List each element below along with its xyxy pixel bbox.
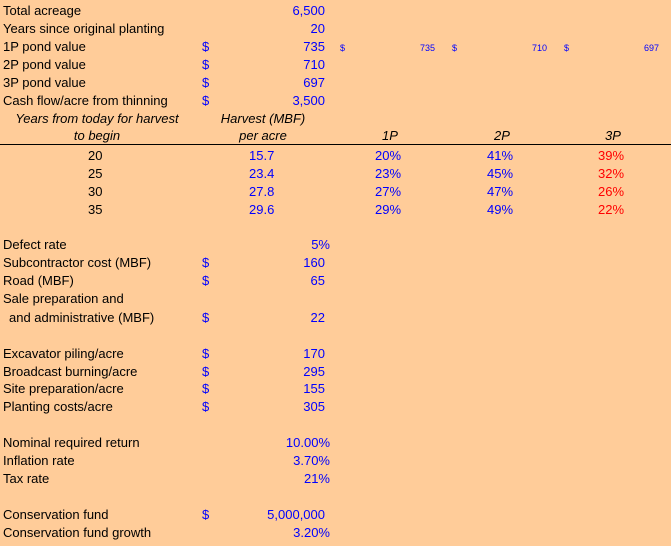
- cell-excavator-piling[interactable]: 170: [303, 346, 325, 361]
- cell-small-1p[interactable]: 735: [420, 43, 436, 53]
- cell-years-since-planting[interactable]: 20: [310, 21, 325, 36]
- cell-1p[interactable]: 29%: [375, 202, 402, 217]
- dollar-sign: $: [202, 399, 210, 414]
- cell-nominal-return[interactable]: 10.00%: [285, 435, 330, 450]
- cell-sale-preparation[interactable]: 22: [310, 310, 325, 325]
- dollar-sign: $: [202, 346, 210, 361]
- label-planting-costs: Planting costs/acre: [3, 399, 113, 414]
- label-site-preparation: Site preparation/acre: [3, 381, 124, 396]
- dollar-sign: $: [202, 381, 210, 396]
- cell-2p-pond-value[interactable]: 710: [303, 57, 325, 72]
- cell-site-preparation[interactable]: 155: [303, 381, 325, 396]
- cell-harvest[interactable]: 23.4: [249, 166, 275, 181]
- cell-2p[interactable]: 45%: [487, 166, 514, 181]
- dollar-sign: $: [202, 75, 210, 90]
- cell-road[interactable]: 65: [310, 273, 325, 288]
- cell-year[interactable]: 30: [88, 184, 103, 199]
- label-inflation-rate: Inflation rate: [3, 453, 75, 468]
- label-road: Road (MBF): [3, 273, 74, 288]
- dollar-sign: $: [202, 310, 210, 325]
- dollar-sign: $: [340, 43, 346, 53]
- dollar-sign: $: [202, 39, 210, 54]
- label-defect-rate: Defect rate: [3, 237, 67, 252]
- label-fund-growth: Conservation fund growth: [3, 525, 152, 540]
- label-1p-pond-value: 1P pond value: [3, 39, 86, 54]
- cell-subcontractor-cost[interactable]: 160: [303, 255, 325, 270]
- cell-total-acreage[interactable]: 6,500: [292, 3, 325, 18]
- label-subcontractor-cost: Subcontractor cost (MBF): [3, 255, 152, 270]
- dollar-sign: $: [202, 507, 210, 522]
- cell-planting-costs[interactable]: 305: [303, 399, 325, 414]
- dollar-sign: $: [202, 364, 210, 379]
- dollar-sign: $: [202, 57, 210, 72]
- label-sale-preparation: Sale preparation and: [3, 291, 124, 306]
- label-total-acreage: Total acreage: [3, 3, 82, 18]
- header-harvest: Harvest (MBF): [220, 111, 306, 126]
- cell-2p[interactable]: 41%: [487, 148, 514, 163]
- cell-3p[interactable]: 39%: [598, 148, 625, 163]
- cell-3p[interactable]: 32%: [598, 166, 625, 181]
- cell-harvest[interactable]: 29.6: [249, 202, 275, 217]
- dollar-sign: $: [202, 93, 210, 108]
- cell-2p[interactable]: 49%: [487, 202, 514, 217]
- dollar-sign: $: [202, 273, 210, 288]
- cell-year[interactable]: 35: [88, 202, 103, 217]
- label-excavator-piling: Excavator piling/acre: [3, 346, 124, 361]
- cell-fund-growth[interactable]: 3.20%: [293, 525, 330, 540]
- cell-2p[interactable]: 47%: [487, 184, 514, 199]
- cell-3p[interactable]: 26%: [598, 184, 625, 199]
- label-2p-pond-value: 2P pond value: [3, 57, 86, 72]
- cell-conservation-fund[interactable]: 5,000,000: [267, 507, 325, 522]
- cell-inflation-rate[interactable]: 3.70%: [293, 453, 330, 468]
- cell-thinning-cash-flow[interactable]: 3,500: [292, 93, 325, 108]
- cell-1p[interactable]: 23%: [375, 166, 402, 181]
- header-1p: 1P: [382, 128, 398, 143]
- label-broadcast-burning: Broadcast burning/acre: [3, 364, 138, 379]
- label-thinning-cash-flow: Cash flow/acre from thinning: [3, 93, 168, 108]
- cell-1p[interactable]: 27%: [375, 184, 402, 199]
- label-years-since-planting: Years since original planting: [3, 21, 165, 36]
- cell-year[interactable]: 20: [88, 148, 103, 163]
- header-harvest-sub: per acre: [239, 128, 287, 143]
- header-3p: 3P: [605, 128, 621, 143]
- dollar-sign: $: [452, 43, 458, 53]
- header-2p: 2P: [494, 128, 510, 143]
- label-nominal-return: Nominal required return: [3, 435, 140, 450]
- label-tax-rate: Tax rate: [3, 471, 50, 486]
- cell-3p-pond-value[interactable]: 697: [303, 75, 325, 90]
- cell-small-2p[interactable]: 710: [532, 43, 548, 53]
- label-sale-preparation-2: and administrative (MBF): [9, 310, 155, 325]
- header-years: Years from today for harvest: [15, 111, 179, 126]
- cell-year[interactable]: 25: [88, 166, 103, 181]
- label-3p-pond-value: 3P pond value: [3, 75, 86, 90]
- table-header-rule: [0, 144, 671, 145]
- cell-harvest[interactable]: 27.8: [249, 184, 275, 199]
- cell-broadcast-burning[interactable]: 295: [303, 364, 325, 379]
- cell-defect-rate[interactable]: 5%: [311, 237, 330, 252]
- cell-3p[interactable]: 22%: [598, 202, 625, 217]
- cell-1p[interactable]: 20%: [375, 148, 402, 163]
- cell-1p-pond-value[interactable]: 735: [303, 39, 325, 54]
- dollar-sign: $: [202, 255, 210, 270]
- label-conservation-fund: Conservation fund: [3, 507, 109, 522]
- dollar-sign: $: [564, 43, 570, 53]
- cell-harvest[interactable]: 15.7: [249, 148, 275, 163]
- cell-small-3p[interactable]: 697: [644, 43, 660, 53]
- header-years-sub: to begin: [73, 128, 121, 143]
- cell-tax-rate[interactable]: 21%: [303, 471, 330, 486]
